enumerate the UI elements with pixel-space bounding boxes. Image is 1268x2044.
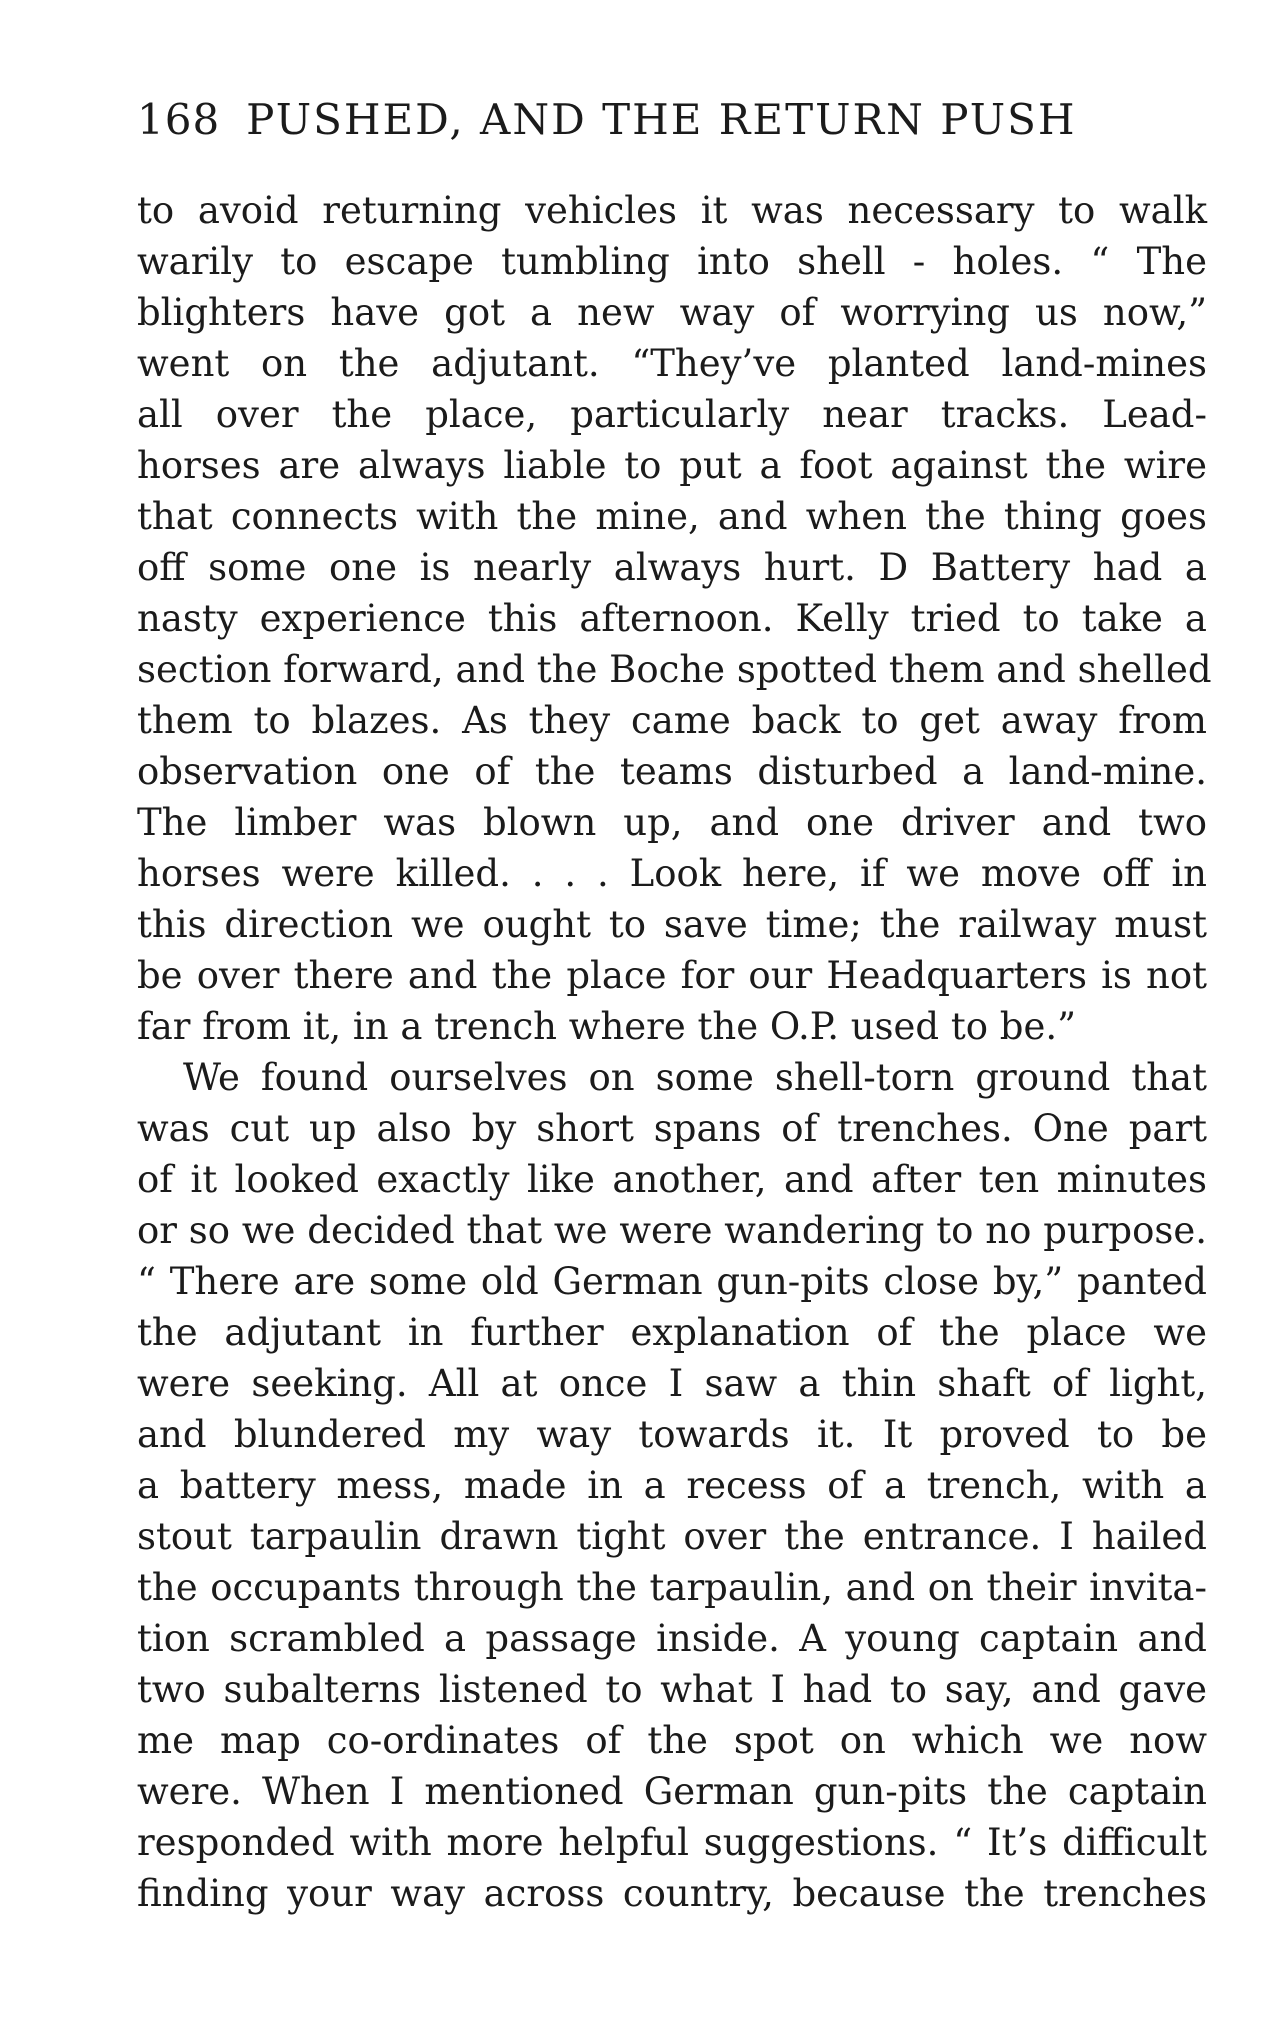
body-text: [137, 185, 1212, 1919]
text-line: horses are always liable to put a foot against the wire: [137, 444, 1207, 487]
text-line: the adjutant in further explanation of the place we: [137, 1311, 1207, 1354]
text-line: them to blazes. As they came back to get away from: [137, 699, 1207, 742]
text-line: this direction we ought to save time; the railway must: [137, 903, 1207, 946]
text-line: was cut up also by short spans of trenches. One part: [137, 1107, 1207, 1150]
text-line: that connects with the mine, and when the thing goes: [137, 495, 1207, 538]
text-line: finding your way across country, because the trenches: [137, 1872, 1207, 1915]
page-number: 168: [137, 95, 221, 144]
text-line: all over the place, particularly near tracks. Lead-: [137, 393, 1207, 436]
running-head: [137, 92, 1137, 148]
text-line: horses were killed. . . . Look here, if we move off in: [137, 852, 1207, 895]
text-line: tion scrambled a passage inside. A young captain and: [137, 1617, 1207, 1660]
text-line: blighters have got a new way of worrying us now,”: [137, 291, 1207, 334]
text-line: off some one is nearly always hurt. D Battery had a: [137, 546, 1207, 589]
text-line: be over there and the place for our Headquarters is not: [137, 954, 1207, 997]
text-line: of it looked exactly like another, and after ten minutes: [137, 1158, 1207, 1201]
text-line: were seeking. All at once I saw a thin shaft of light,: [137, 1362, 1207, 1405]
text-line: observation one of the teams disturbed a land-mine.: [137, 750, 1207, 793]
text-line: me map co-ordinates of the spot on which we now: [137, 1719, 1207, 1762]
text-line: and blundered my way towards it. It proved to be: [137, 1413, 1207, 1456]
text-line: warily to escape tumbling into shell - holes. “ The: [137, 240, 1207, 283]
text-line: the occupants through the tarpaulin, and on their invita-: [137, 1566, 1207, 1609]
text-line: far from it, in a trench where the O.P. used to be.”: [137, 1005, 1077, 1048]
text-line: The limber was blown up, and one driver and two: [137, 801, 1207, 844]
text-line: or so we decided that we were wandering to no purpose.: [137, 1209, 1207, 1252]
text-line: were. When I mentioned German gun-pits the captain: [137, 1770, 1207, 1813]
text-line: went on the adjutant. “They’ve planted land-mines: [137, 342, 1207, 385]
text-line: “ There are some old German gun-pits close by,” panted: [137, 1260, 1207, 1303]
text-line: responded with more helpful suggestions. “ It’s difficult: [137, 1821, 1207, 1864]
text-line: to avoid returning vehicles it was necessary to walk: [137, 189, 1207, 232]
text-line: stout tarpaulin drawn tight over the entrance. I hailed: [137, 1515, 1207, 1558]
text-line: a battery mess, made in a recess of a trench, with a: [137, 1464, 1207, 1507]
text-line: two subalterns listened to what I had to say, and gave: [137, 1668, 1207, 1711]
paragraph-start-line: We found ourselves on some shell-torn ground that: [183, 1056, 1207, 1099]
text-line: section forward, and the Boche spotted them and shelled: [137, 648, 1212, 691]
running-title: PUSHED, AND THE RETURN PUSH: [246, 95, 1077, 144]
text-line: nasty experience this afternoon. Kelly tried to take a: [137, 597, 1207, 640]
